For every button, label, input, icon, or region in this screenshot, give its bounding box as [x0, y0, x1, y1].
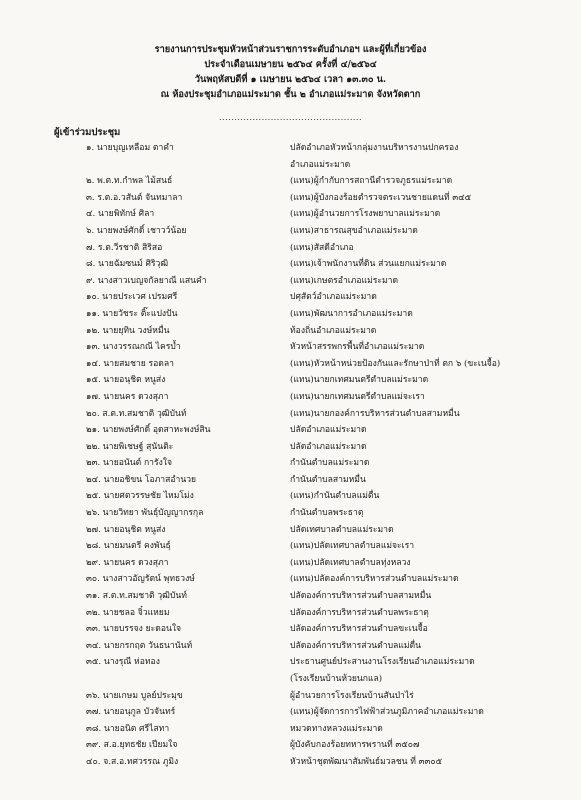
attendee-row — [0, 206, 581, 223]
section-title: ผู้เข้าร่วมประชุม — [54, 127, 121, 138]
attendee-position: ปลัดอำเภอหัวหน้ากลุ่มงานบริหารงานปกครอง — [290, 143, 459, 153]
attendee-position: หมวดทางหลวงแม่ระมาด — [290, 723, 383, 734]
attendee-name: ๑๕. นายอนุชิต หนูส่ง — [86, 375, 166, 386]
attendee-row — [0, 306, 581, 323]
attendee-position: (แทน)สัสดีอำเภอ — [290, 242, 354, 253]
attendee-name: ๔. นายพิทักษ์ ศิลา — [86, 209, 155, 220]
attendee-row — [0, 571, 581, 588]
attendee-row — [0, 289, 581, 306]
attendee-position: ท้องถิ่นอำเภอแม่ระมาด — [290, 325, 377, 336]
attendee-name: ๙. นางสาวเบญจกัลยาณี แสนคำ — [86, 275, 207, 286]
attendee-row — [0, 223, 581, 240]
attendee-name: ๓. ร.ต.อ.วสันต์ จันทมาลา — [86, 192, 183, 203]
attendee-position: (แทน)ผู้บังกองร้อยตำรวจตระเวนชายแดนที่ ๓๔๕ — [290, 192, 472, 203]
attendee-position: (แทน)นายกเทศมนตรีตำบลแม่จะเรา — [290, 391, 425, 402]
header-location: ณ ห้องประชุมอำเภอแม่ระมาด ชั้น ๒ อำเภอแม่ระมาด จังหวัดตาก — [160, 89, 421, 100]
attendee-position: ผู้อำนวยการโรงเรียนบ้านสันป่าไร่ — [290, 690, 414, 701]
header-title: รายงานการประชุมหัวหน้าส่วนราชการระดับอำเภอฯ และผู้ที่เกี่ยวข้อง — [154, 44, 427, 55]
attendee-position: (แทน)กำนันตำบลแม่ตื่น — [290, 491, 380, 502]
attendee-row — [0, 505, 581, 522]
attendee-name: ๒๙. นายนคร ดวงสุภา — [86, 557, 169, 568]
attendee-row — [0, 704, 581, 721]
attendee-name: ๑๑. นายวัชระ ติ๊ะแปงปัน — [86, 308, 178, 319]
header-month: ประจำเดือนเมษายน ๒๕๖๔ ครั้งที่ ๔/๒๕๖๔ — [204, 59, 377, 70]
attendee-position: (แทน)นายกองค์การบริหารส่วนตำบลสามหมื่น — [290, 408, 460, 419]
attendee-row — [0, 737, 581, 754]
attendee-row — [0, 406, 581, 423]
attendee-row — [0, 339, 581, 356]
header-divider: ............................................... — [218, 113, 363, 122]
attendee-name: ๒๑. นายพงษ์ศักดิ์ อุดสาหะพงษ์สิน — [86, 425, 211, 436]
attendee-name: ๔๐. จ.ส.อ.ทศวรรณ ภูมิง — [86, 756, 179, 767]
attendee-position: ปศุสัตว์อำเภอแม่ระมาด — [290, 292, 377, 303]
attendee-position: กำนันตำบลแม่ระมาด — [290, 458, 370, 469]
document-header — [0, 42, 581, 102]
attendee-position: (แทน)ผู้จัดการการไฟฟ้าส่วนภูมิภาคอำเภอแม่ระมาด — [290, 707, 484, 718]
attendee-name: ๑๐. นายประเวศ เปรมศรี — [86, 292, 178, 303]
attendee-row — [0, 588, 581, 605]
attendee-row — [0, 472, 581, 489]
attendee-name: ๑๒. นายยุทิน วงษ์หมื่น — [86, 325, 170, 336]
attendee-position: (แทน)เกษตรอำเภอแม่ระมาด — [290, 275, 399, 286]
attendee-name: ๒๒. นายพิเชษฐ์ สุนันติะ — [86, 441, 174, 452]
attendee-row — [0, 538, 581, 555]
attendee-position: (แทน)ปลัดเทศบาลตำบลแม่จะเรา — [290, 541, 415, 552]
attendee-name: ๓๙. ส.อ.ยุทธชัย เปียมใจ — [86, 740, 178, 751]
attendee-row — [0, 190, 581, 207]
attendee-row — [0, 721, 581, 738]
attendee-name: ๒๕. นายศตวรรษชัย ไหมโม่ง — [86, 491, 194, 502]
attendee-name: ๓๘. นายอนิต ศรีไสทา — [86, 723, 170, 734]
attendee-position: ปลัดองค์การบริหารส่วนตำบลขะเนจื้อ — [290, 624, 428, 635]
attendee-name: ๑๗. นายนคร ดวงสุภา — [86, 391, 169, 402]
attendee-row — [0, 555, 581, 572]
attendee-position: ประธานศูนย์ประสานงานโรงเรียนอำเภอแม่ระมาด — [290, 657, 475, 668]
attendee-row — [0, 372, 581, 389]
attendee-name: ๖. นายพงษ์ศักดิ์ เชาวว์น้อย — [86, 225, 187, 236]
attendee-position: ปลัดอำเภอแม่ระมาด — [290, 425, 367, 436]
attendee-position: ปลัดองค์การบริหารส่วนตำบลพระธาตุ — [290, 607, 429, 618]
attendee-name: ๒. พ.ต.ท.กำพล ไม้สนธ์ — [86, 176, 173, 187]
attendee-name: ๒๗. นายอนุชิต หนูส่ง — [86, 524, 166, 535]
attendee-position: (แทน)ผู้กำกับการสถานีตำรวจภูธรแม่ระมาด — [290, 176, 453, 187]
attendee-name: ๓๐. นางสาวอัญรัตน์ พุทธวงษ์ — [86, 574, 195, 585]
attendee-name: ๓๒. นายชลอ จิ๋วแหยม — [86, 607, 170, 618]
attendee-row — [0, 605, 581, 622]
attendee-position: (แทน)เจ้าพนักงานที่ดิน ส่วนแยกแม่ระมาด — [290, 259, 447, 270]
attendee-row — [0, 422, 581, 439]
attendee-row — [0, 488, 581, 505]
attendee-row — [0, 389, 581, 406]
attendee-name: ๑. นายบุญเหลือม ตาคำ — [86, 143, 174, 153]
attendee-position: ปลัดเทศบาลตำบลแม่ระมาด — [290, 524, 394, 535]
attendee-position: (แทน)ปลัดองค์การบริหารส่วนตำบลแม่ระมาด — [290, 574, 459, 585]
attendee-name: ๗. ร.ต.วีรชาติ สิริสอ — [86, 242, 163, 253]
attendee-position: ผู้บังคับกองร้อยทหารพรานที่ ๓๕๐๗ — [290, 740, 420, 751]
attendee-name: ๒๖. นายวิทยา พันธ์ุบัญญากรกุล — [86, 508, 204, 519]
attendee-name: ๓๔. นายกรกฤต วันธนานันท์ — [86, 640, 193, 651]
attendee-name: ๑๓. นางวรรณกณี ไครบ้ำ — [86, 342, 181, 353]
attendee-row — [0, 754, 581, 771]
attendee-position: (แทน)หัวหน้าหน่วยป้องกันและรักษาป่าที่ ตก ๖ (ขะเนจื้อ) — [290, 358, 501, 369]
attendee-row — [0, 273, 581, 290]
attendee-row — [0, 173, 581, 190]
attendee-position: (แทน)สาธารณสุขอำเภอแม่ระมาด — [290, 225, 418, 236]
attendee-name: ๓๖. นายเกษม บูลย์ประมุข — [86, 690, 183, 701]
attendee-name: ๓๓. นายบรรจง ยะดอนใจ — [86, 624, 182, 635]
attendee-row — [0, 323, 581, 340]
header-date: วันพฤหัสบดีที่ ๑ เมษายน ๒๕๖๔ เวลา ๑๓.๓๐ น. — [194, 74, 387, 85]
attendee-row — [0, 439, 581, 456]
attendee-position-continued: (โรงเรียนบ้านห้วยนกแล) — [290, 674, 383, 684]
attendee-position: กำนันตำบลสามหมื่น — [290, 474, 366, 485]
attendee-row — [0, 522, 581, 539]
attendee-name: ๓๗. นายอนุกูล บัวจันทร์ — [86, 707, 176, 718]
attendee-name: ๘. นายฉัมซนม์ ศิริวุฒิ — [86, 259, 169, 270]
attendee-row — [0, 638, 581, 655]
attendee-row — [0, 140, 581, 173]
attendee-position: กำนันตำบลพระธาตุ — [290, 508, 364, 519]
attendee-row — [0, 688, 581, 705]
attendee-position: ปลัดองค์การบริหารส่วนตำบลแม่ตื่น — [290, 640, 421, 651]
attendee-name: ๓๑. ส.ต.ท.สมชาติ วุฒิบันท์ — [86, 591, 187, 602]
attendee-position: หัวหน้าชุดพัฒนาสัมพันธ์มวลชน ที่ ๓๓๐๕ — [290, 756, 443, 767]
attendee-name: ๑๔. นายสมชาย รอดลา — [86, 358, 174, 369]
attendee-position: หัวหน้าสรรพกรพื้นที่อำเภอแม่ระมาด — [290, 342, 425, 353]
attendee-row — [0, 356, 581, 373]
attendee-position-continued: อำเภอแม่ระมาด — [290, 159, 351, 170]
attendee-list — [0, 140, 581, 771]
attendee-name: ๒๐. ส.ต.ท.สมชาติ วุฒิบันท์ — [86, 408, 187, 419]
attendee-row — [0, 455, 581, 472]
attendee-name: ๓๕. นางรุณี ห่อทอง — [86, 657, 160, 668]
attendee-position: (แทน)ปลัดเทศบาลตำบลทุ่งหลวง — [290, 557, 411, 568]
attendee-position: (แทน)พัฒนาการอำเภอแม่ระมาด — [290, 308, 413, 319]
attendee-row — [0, 240, 581, 257]
attendee-position: (แทน)ผู้อำนวยการโรงพยาบาลแม่ระมาด — [290, 209, 441, 220]
attendee-position: ปลัดอำเภอแม่ระมาด — [290, 441, 367, 452]
attendee-name: ๒๔. นายอชิขน โอภาสอำนวย — [86, 474, 197, 485]
attendee-name: ๒๓. นายอนันต์ การังใจ — [86, 458, 173, 469]
attendee-row — [0, 621, 581, 638]
attendee-position: ปลัดองค์การบริหารส่วนตำบลสามหมื่น — [290, 591, 432, 602]
attendee-row — [0, 654, 581, 687]
attendee-position: (แทน)นายกเทศมนตรีตำบลแม่ระมาด — [290, 375, 429, 386]
attendee-name: ๒๘. นายมนตรี คงพันธุ์ — [86, 541, 171, 552]
attendee-row — [0, 256, 581, 273]
